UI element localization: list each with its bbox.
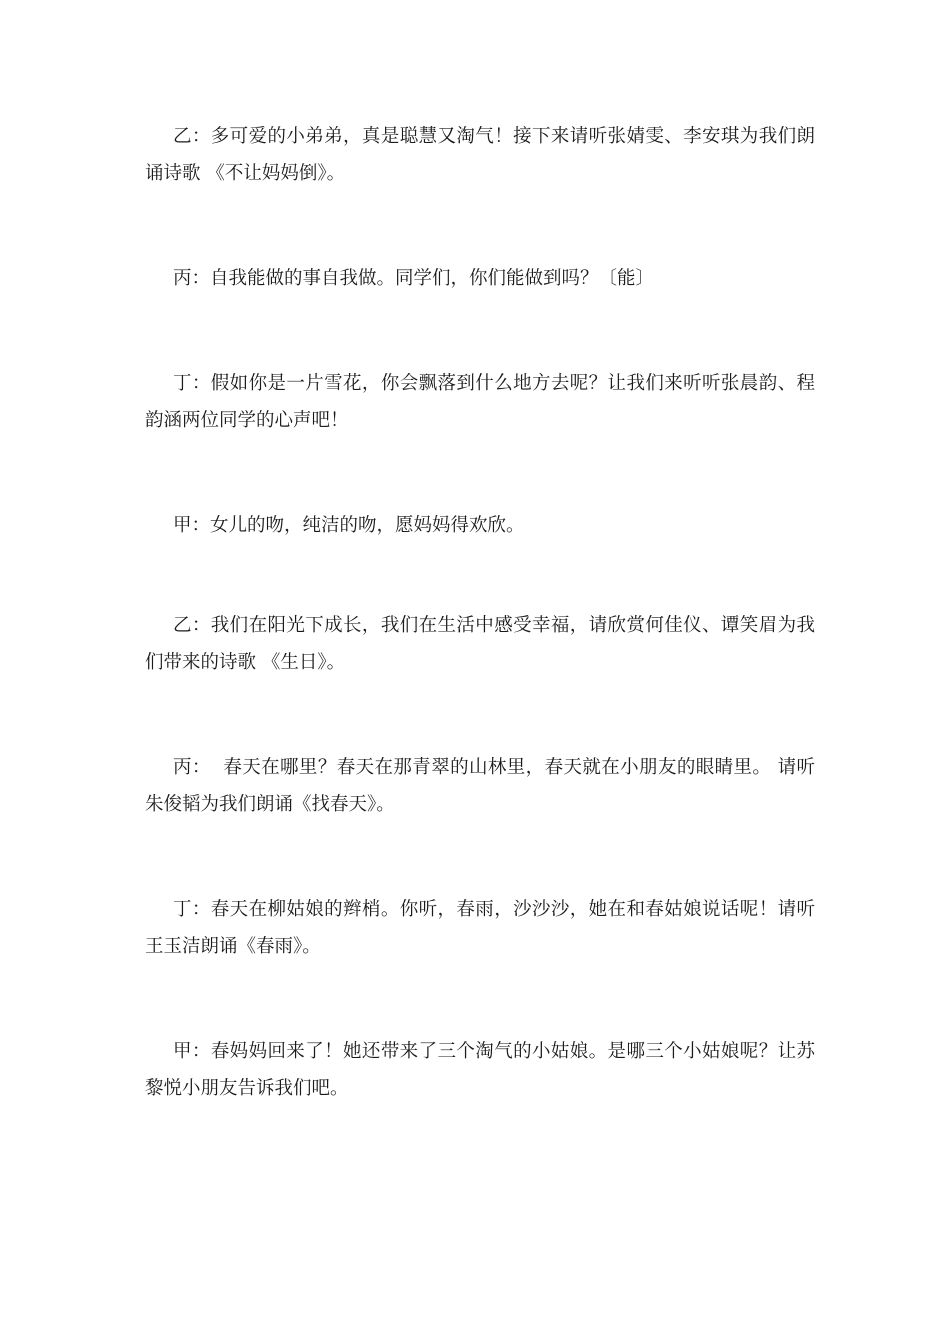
paragraph-bing-2: 丙： 春天在哪里？春天在那青翠的山林里，春天就在小朋友的眼睛里。 请听朱俊韬为我们朗诵《找春天》。 [145, 757, 815, 815]
paragraph-yi-1: 乙：多可爱的小弟弟，真是聪慧又淘气！接下来请听张婧雯、李安琪为我们朗诵诗歌 《不让妈妈倒》。 [145, 126, 815, 184]
paragraph-jia-2: 甲：春妈妈回来了！她还带来了三个淘气的小姑娘。是哪三个小姑娘呢？让苏黎悦小朋友告诉我们吧。 [145, 1041, 815, 1099]
paragraph-ding-2: 丁：春天在柳姑娘的辫梢。你听，春雨，沙沙沙，她在和春姑娘说话呢！请听王玉洁朗诵《春雨》。 [145, 899, 815, 957]
paragraph-yi-2: 乙：我们在阳光下成长，我们在生活中感受幸福，请欣赏何佳仪、谭笑眉为我们带来的诗歌 《生日》。 [145, 615, 815, 673]
paragraph-ding-1: 丁：假如你是一片雪花，你会飘落到什么地方去呢？让我们来听听张晨韵、程韵涵两位同学的心声吧！ [145, 373, 815, 431]
paragraph-bing-1: 丙：自我能做的事自我做。同学们，你们能做到吗？〔能〕 [173, 268, 655, 289]
paragraph-jia-1: 甲：女儿的吻，纯洁的吻，愿妈妈得欢欣。 [173, 515, 525, 536]
